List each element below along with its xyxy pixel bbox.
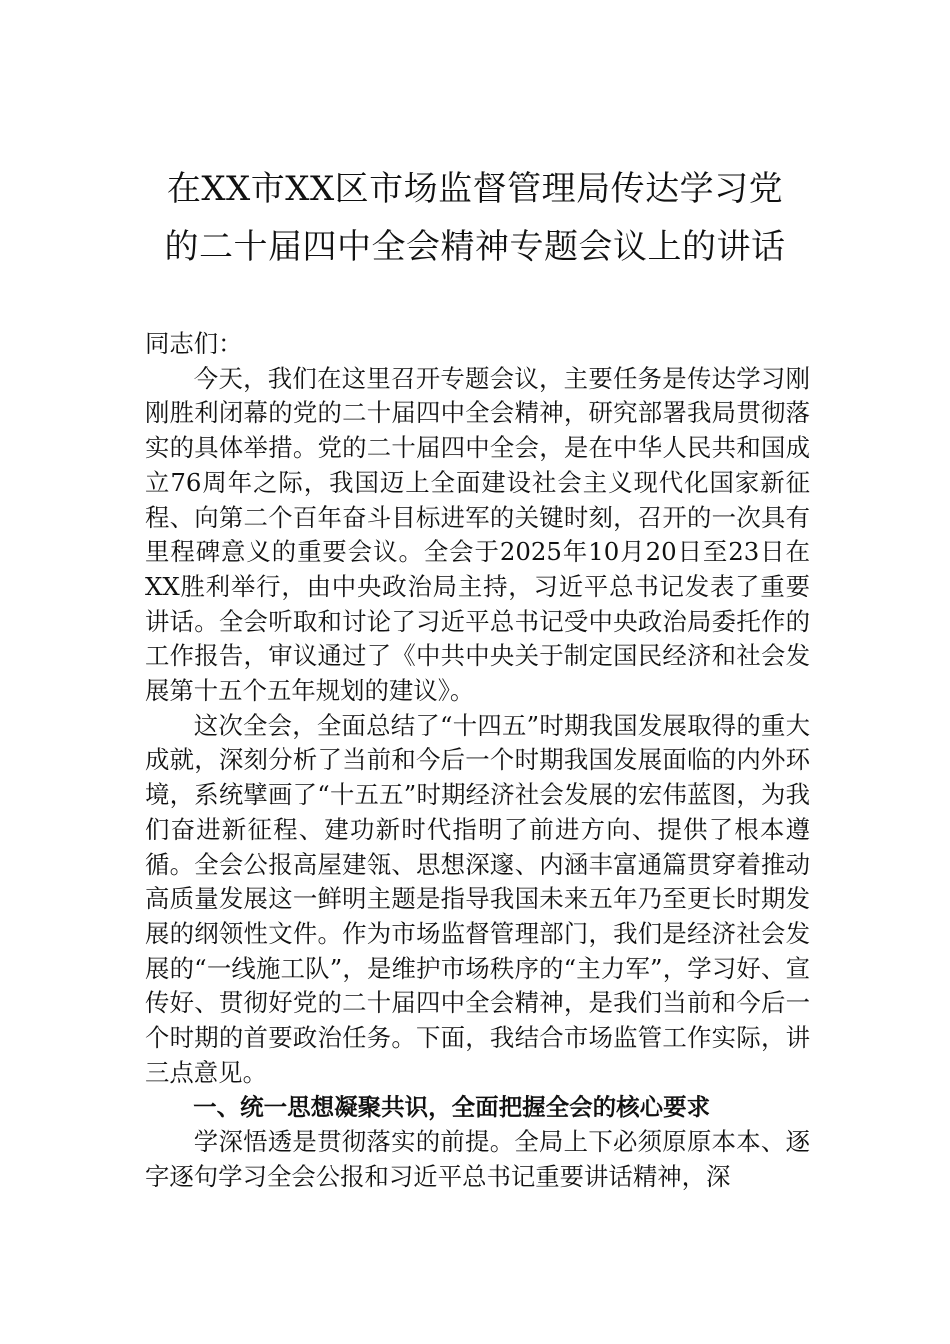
salutation: 同志们： bbox=[145, 329, 243, 358]
document-body bbox=[145, 327, 810, 1195]
paragraph-section-1: 学深悟透是贯彻落实的前提。全局上下必须原原本本、逐字逐句学习全会公报和习近平总书记重要讲话精神，深 bbox=[145, 1127, 810, 1191]
paragraph-plenum-summary: 这次全会，全面总结了“十四五”时期我国发展取得的重大成就，深刻分析了当前和今后一个时期我国发展面临的内外环境，系统擘画了“十五五”时期经济社会发展的宏伟蓝图，为我们奋进新征程、建功新时代指明了前进方向、提供了根本遵循。全会公报高屋建瓴、思想深邃、内涵丰富通篇贯穿着推动高质量发展这一鲜明主题是指导我国未来五年乃至更长时期发展的纲领性文件。作为市场监督管理部门，我们是经济社会发展的“一线施工队”，是维护市场秩序的“主力军”，学习好、宣传好、贯彻好党的二十届四中全会精神，是我们当前和今后一个时期的首要政治任务。下面，我结合市场监管工作实际，讲三点意见。 bbox=[145, 710, 810, 1087]
title-line-2: 的二十届四中全会精神专题会议上的讲话 bbox=[164, 227, 786, 267]
paragraph-opening: 今天，我们在这里召开专题会议，主要任务是传达学习刚刚胜利闭幕的党的二十届四中全会精神，研究部署我局贯彻落实的具体举措。党的二十届四中全会，是在中华人民共和国成立76周年之际，我国迈上全面建设社会主义现代化国家新征程、向第二个百年奋斗目标进军的关键时刻，召开的一次具有里程碑意义的重要会议。全会于2025年10月20日至23日在XX胜利举行，由中央政治局主持，习近平总书记发表了重要讲话。全会听取和讨论了习近平总书记受中央政治局委托作的工作报告，审议通过了《中共中央关于制定国民经济和社会发展第十五个五年规划的建议》。 bbox=[145, 363, 810, 706]
document-title bbox=[120, 160, 830, 276]
section-heading-1: 一、统一思想凝聚共识，全面把握全会的核心要求 bbox=[193, 1093, 711, 1122]
title-line-1: 在XX市XX区市场监督管理局传达学习党 bbox=[166, 169, 784, 209]
